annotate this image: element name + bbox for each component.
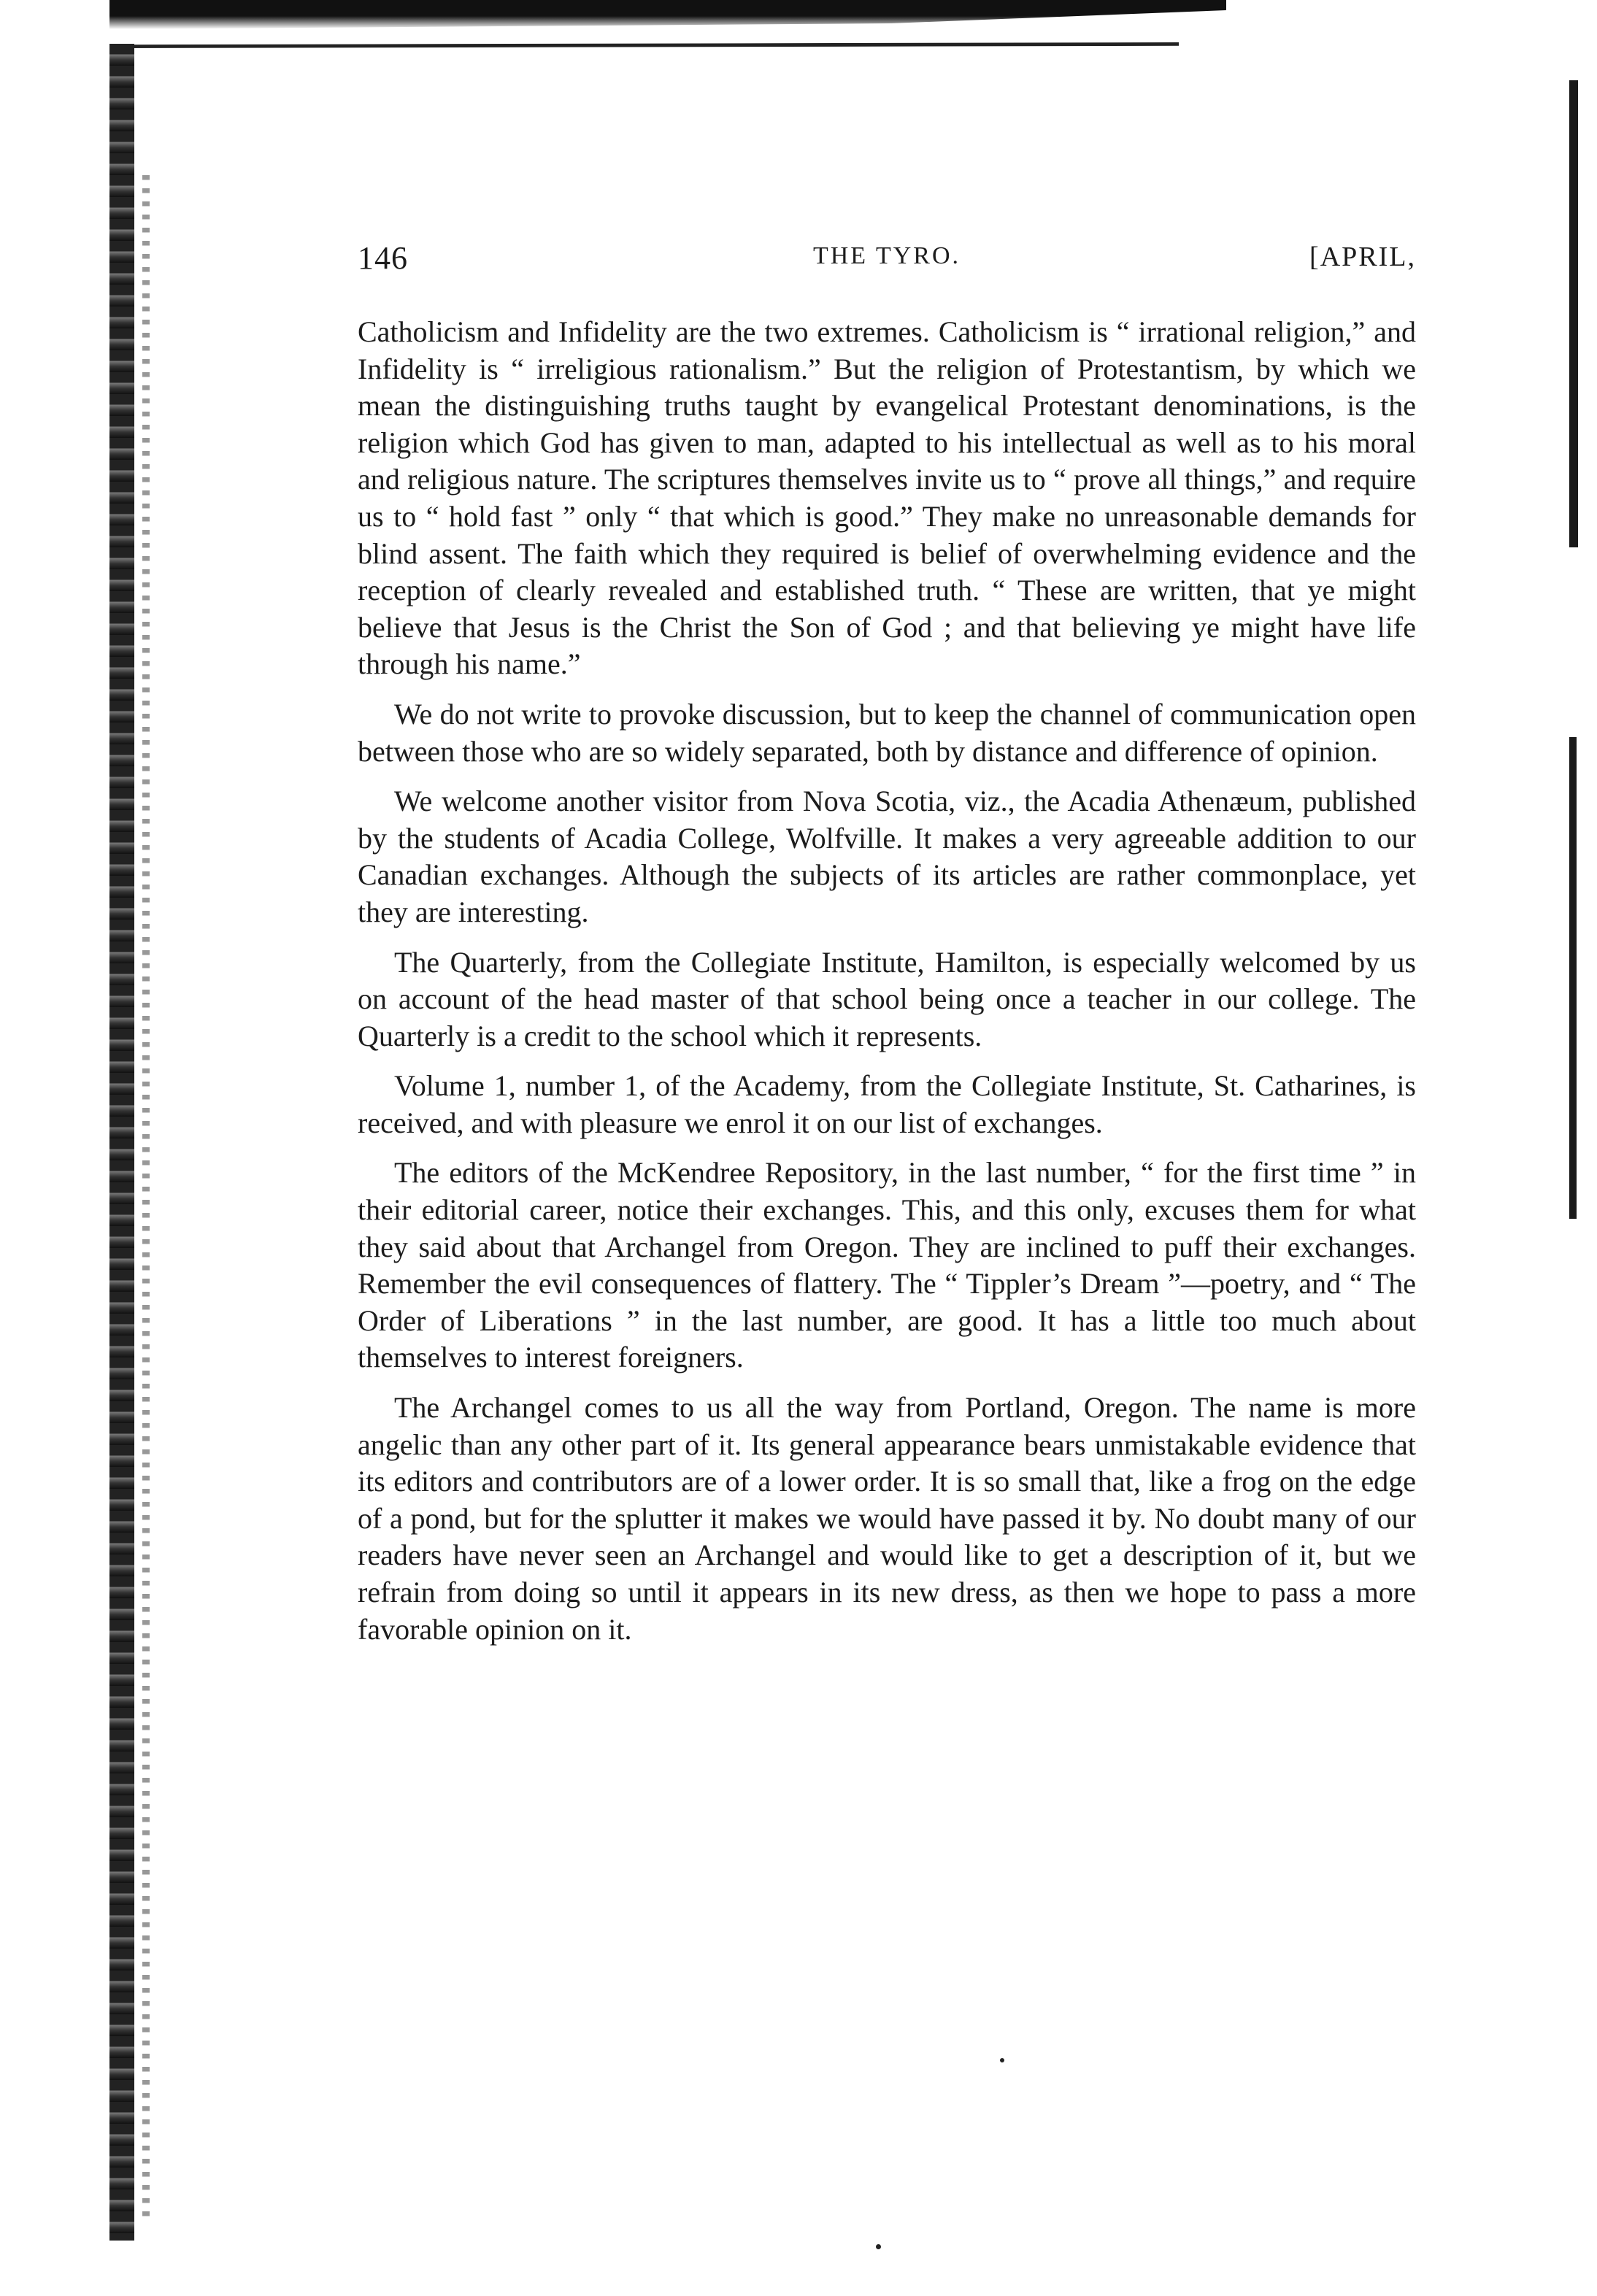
ink-speck	[876, 2244, 881, 2249]
paragraph-mckendree: The editors of the McKendree Repository, in the last number, “ for the first time ” in their editorial career, notice their exchanges. This, and this only, excuses them for what they said about that Archangel from Oregon. They are inclined to puff their exchanges. Remember the evil consequences of flattery. The “ Tippler’s Dream ”—poetry, and “ The Order of Liberations ” in the last number, are good. It has a little too much about themselves to interest foreigners.	[358, 1156, 1416, 1374]
page-number: 146	[358, 240, 408, 276]
ink-speck	[1000, 2058, 1004, 2062]
scan-edge-right-lower	[1569, 737, 1577, 1219]
scan-edge-left-inner	[142, 175, 150, 2219]
paragraph-archangel: The Archangel comes to us all the way from Portland, Oregon. The name is more angelic than any other part of it. Its general appearance bears unmistakable evidence that its editors and contributors are of a lower order. It is so small that, like a frog on the edge of a pond, but for the splutter it makes we would have passed it by. No doubt many of our readers have never seen an Archangel and would like to get a description of it, but we refrain from doing so until it appears in its new dress, as then we hope to pass a more favorable opinion on it.	[358, 1391, 1416, 1646]
issue-date: [APRIL,	[1309, 242, 1416, 272]
paragraph-discussion: We do not write to provoke discussion, but to keep the channel of communication open between those who are so widely separated, both by distance and difference of opinion.	[358, 697, 1416, 768]
scan-edge-left	[109, 44, 134, 2241]
scan-edge-right-upper	[1569, 80, 1578, 547]
scan-edge-top-line	[120, 42, 1179, 48]
body-text	[358, 314, 1416, 1648]
running-head	[358, 219, 1416, 285]
scan-edge-top	[109, 0, 1226, 29]
paragraph-academy: Volume 1, number 1, of the Academy, from the Collegiate Institute, St. Catharines, is received, and with pleasure we enrol it on our list of exchanges.	[358, 1069, 1416, 1139]
paragraph-quarterly: The Quarterly, from the Collegiate Institute, Hamilton, is especially welcomed by us on account of the head master of that school being once a teacher in our college. The Quarterly is a credit to the school which it represents.	[358, 945, 1416, 1052]
paragraph-acadia: We welcome another visitor from Nova Scotia, viz., the Acadia Athenæum, published by the students of Acadia College, Wolfville. It makes a very agreeable addition to our Canadian exchanges. Although the subjects of its articles are rather commonplace, yet they are interesting.	[358, 785, 1416, 928]
paragraph-religion: Catholicism and Infidelity are the two extremes. Catholicism is “ irrational religion,” and Infidelity is “ irreligious rationalism.” But the religion of Protestantism, by which we mean the distinguishing truths taught by evangelical Protestant denominations, is the religion which God has given to man, adapted to his intellectual as well as to his moral and religious nature. The scriptures themselves invite us to “ prove all things,” and require us to “ hold fast ” only “ that which is good.” They make no unreasonable demands for blind assent. The faith which they required is belief of overwhelming evidence and the reception of clearly revealed and established truth. “ These are written, that ye might believe that Jesus is the Christ the Son of God ; and that believing ye might have life through his name.”	[358, 315, 1416, 681]
page	[358, 219, 1416, 1661]
journal-title: THE TYRO.	[812, 242, 961, 269]
